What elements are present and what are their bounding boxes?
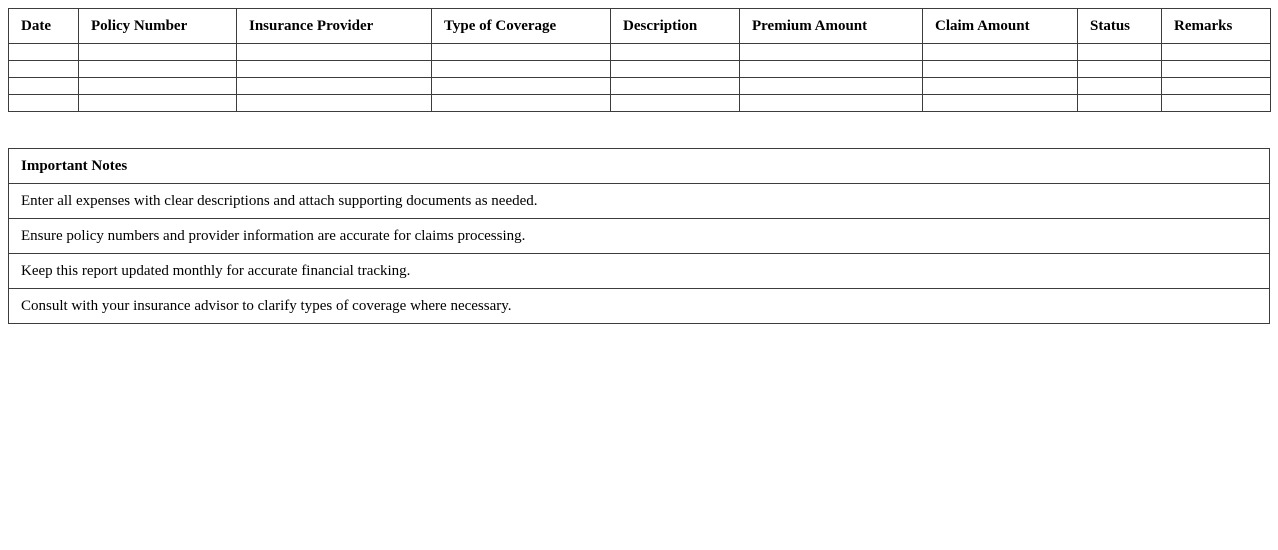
column-header-policy-number: Policy Number [79, 9, 237, 44]
cell-date[interactable] [9, 61, 79, 78]
note-row [9, 184, 1270, 219]
cell-type-of-coverage[interactable] [432, 61, 611, 78]
column-header-claim-amount: Claim Amount [923, 9, 1078, 44]
cell-type-of-coverage[interactable] [432, 44, 611, 61]
cell-status[interactable] [1078, 78, 1162, 95]
column-header-status: Status [1078, 9, 1162, 44]
important-notes-table [8, 148, 1270, 324]
cell-date[interactable] [9, 95, 79, 112]
column-header-date: Date [9, 9, 79, 44]
note-item: Keep this report updated monthly for accurate financial tracking. [9, 254, 1270, 289]
cell-policy-number[interactable] [79, 44, 237, 61]
cell-description[interactable] [611, 78, 740, 95]
cell-date[interactable] [9, 44, 79, 61]
cell-claim-amount[interactable] [923, 95, 1078, 112]
cell-policy-number[interactable] [79, 61, 237, 78]
cell-remarks[interactable] [1162, 95, 1271, 112]
cell-description[interactable] [611, 61, 740, 78]
table-row [9, 44, 1271, 61]
cell-status[interactable] [1078, 95, 1162, 112]
cell-description[interactable] [611, 44, 740, 61]
note-item: Enter all expenses with clear descriptions and attach supporting documents as needed. [9, 184, 1270, 219]
note-item: Ensure policy numbers and provider information are accurate for claims processing. [9, 219, 1270, 254]
cell-remarks[interactable] [1162, 61, 1271, 78]
cell-insurance-provider[interactable] [237, 61, 432, 78]
notes-title: Important Notes [9, 149, 1270, 184]
cell-status[interactable] [1078, 61, 1162, 78]
notes-header-row [9, 149, 1270, 184]
table-row [9, 95, 1271, 112]
column-header-premium-amount: Premium Amount [740, 9, 923, 44]
column-header-description: Description [611, 9, 740, 44]
cell-insurance-provider[interactable] [237, 95, 432, 112]
cell-status[interactable] [1078, 44, 1162, 61]
table-row [9, 78, 1271, 95]
cell-remarks[interactable] [1162, 78, 1271, 95]
cell-premium-amount[interactable] [740, 95, 923, 112]
column-header-insurance-provider: Insurance Provider [237, 9, 432, 44]
cell-claim-amount[interactable] [923, 61, 1078, 78]
note-row [9, 219, 1270, 254]
cell-premium-amount[interactable] [740, 44, 923, 61]
column-header-type-of-coverage: Type of Coverage [432, 9, 611, 44]
cell-premium-amount[interactable] [740, 78, 923, 95]
insurance-expense-table [8, 8, 1271, 112]
table-header-row [9, 9, 1271, 44]
cell-remarks[interactable] [1162, 44, 1271, 61]
note-item: Consult with your insurance advisor to clarify types of coverage where necessary. [9, 289, 1270, 324]
cell-policy-number[interactable] [79, 95, 237, 112]
note-row [9, 254, 1270, 289]
cell-claim-amount[interactable] [923, 44, 1078, 61]
cell-type-of-coverage[interactable] [432, 78, 611, 95]
cell-policy-number[interactable] [79, 78, 237, 95]
cell-claim-amount[interactable] [923, 78, 1078, 95]
cell-insurance-provider[interactable] [237, 78, 432, 95]
cell-type-of-coverage[interactable] [432, 95, 611, 112]
table-row [9, 61, 1271, 78]
cell-insurance-provider[interactable] [237, 44, 432, 61]
cell-description[interactable] [611, 95, 740, 112]
column-header-remarks: Remarks [1162, 9, 1271, 44]
note-row [9, 289, 1270, 324]
cell-premium-amount[interactable] [740, 61, 923, 78]
cell-date[interactable] [9, 78, 79, 95]
